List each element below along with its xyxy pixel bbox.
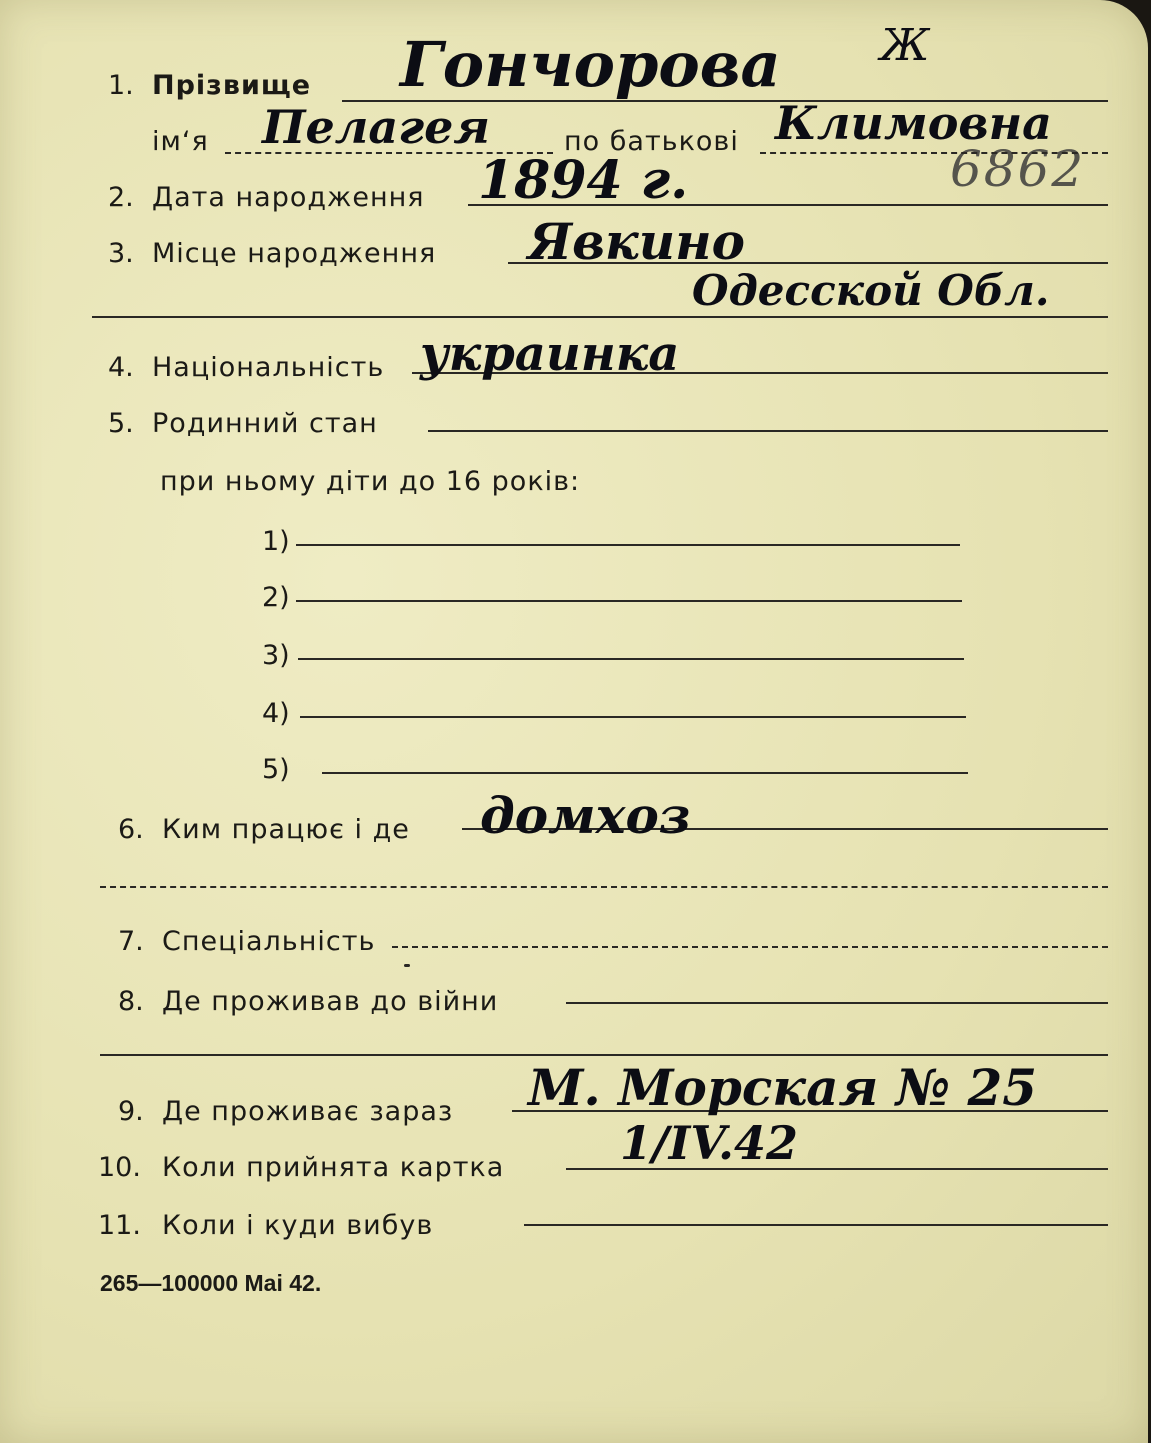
field-marital-label: Родинний стан [152,408,378,439]
field-2-number: 2. [108,182,134,213]
field-prewar-residence-label: Де проживав до війни [162,986,499,1017]
field-birthplace-line-2 [92,316,1108,318]
field-first-name-value: Пелагея [262,100,490,154]
field-6-number: 6. [118,814,144,845]
field-birthdate-label: Дата народження [152,182,425,213]
child-5-line [322,772,968,774]
print-code: 265—100000 Mai 42. [100,1270,322,1296]
field-1-number: 1. [108,70,134,101]
field-patronymic-value: Климовна [775,96,1052,150]
child-3-label: 3) [262,640,290,671]
field-birthplace-label: Місце народження [152,238,437,269]
field-8-number: 8. [118,986,144,1017]
child-3-line [298,658,964,660]
child-5-label: 5) [262,754,290,785]
child-1-label: 1) [262,526,290,557]
field-prewar-residence-line-2 [100,1054,1108,1056]
child-4-label: 4) [262,698,290,729]
child-1-line [296,544,960,546]
field-surname-label: Прізвище [152,70,312,101]
field-nationality-label: Національність [152,352,385,383]
field-11-number: 11. [98,1210,141,1241]
field-departed-line [524,1224,1108,1226]
field-marital-line [428,430,1108,432]
pencil-number: 6862 [950,140,1086,198]
field-nationality-value: украинка [420,326,680,382]
field-3-number: 3. [108,238,134,269]
field-patronymic-label: по батькові [564,126,739,157]
field-birthplace-value-2: Одесской Обл. [692,266,1050,315]
child-4-line [300,716,966,718]
field-specialty-label: Спеціальність [162,926,376,957]
field-birthplace-value: Явкино [528,212,745,271]
field-children-label: при ньому діти до 16 років: [160,466,581,497]
field-9-number: 9. [118,1096,144,1127]
field-5-number: 5. [108,408,134,439]
field-4-number: 4. [108,352,134,383]
field-current-residence-value: М. Морская № 25 [528,1058,1038,1117]
field-occupation-value: домхоз [480,786,691,845]
field-7-number: 7. [118,926,144,957]
field-occupation-line-2 [100,886,1108,888]
child-2-label: 2) [262,582,290,613]
field-card-accepted-label: Коли прийнята картка [162,1152,505,1183]
child-2-line [296,600,962,602]
corner-mark: Ж [880,20,930,71]
field-birthdate-value: 1894 г. [478,150,689,211]
ink-dot [404,964,410,967]
field-surname-value: Гончорова [400,28,781,101]
field-specialty-line [392,946,1108,948]
field-current-residence-label: Де проживає зараз [162,1096,454,1127]
field-departed-label: Коли і куди вибув [162,1210,434,1241]
field-patronymic-line [760,152,1108,154]
field-first-name-label: ім‘я [152,126,209,157]
field-prewar-residence-line [566,1002,1108,1004]
field-occupation-label: Ким працює і де [162,814,410,845]
field-10-number: 10. [98,1152,141,1183]
field-card-accepted-value: 1/IV.42 [620,1116,799,1170]
